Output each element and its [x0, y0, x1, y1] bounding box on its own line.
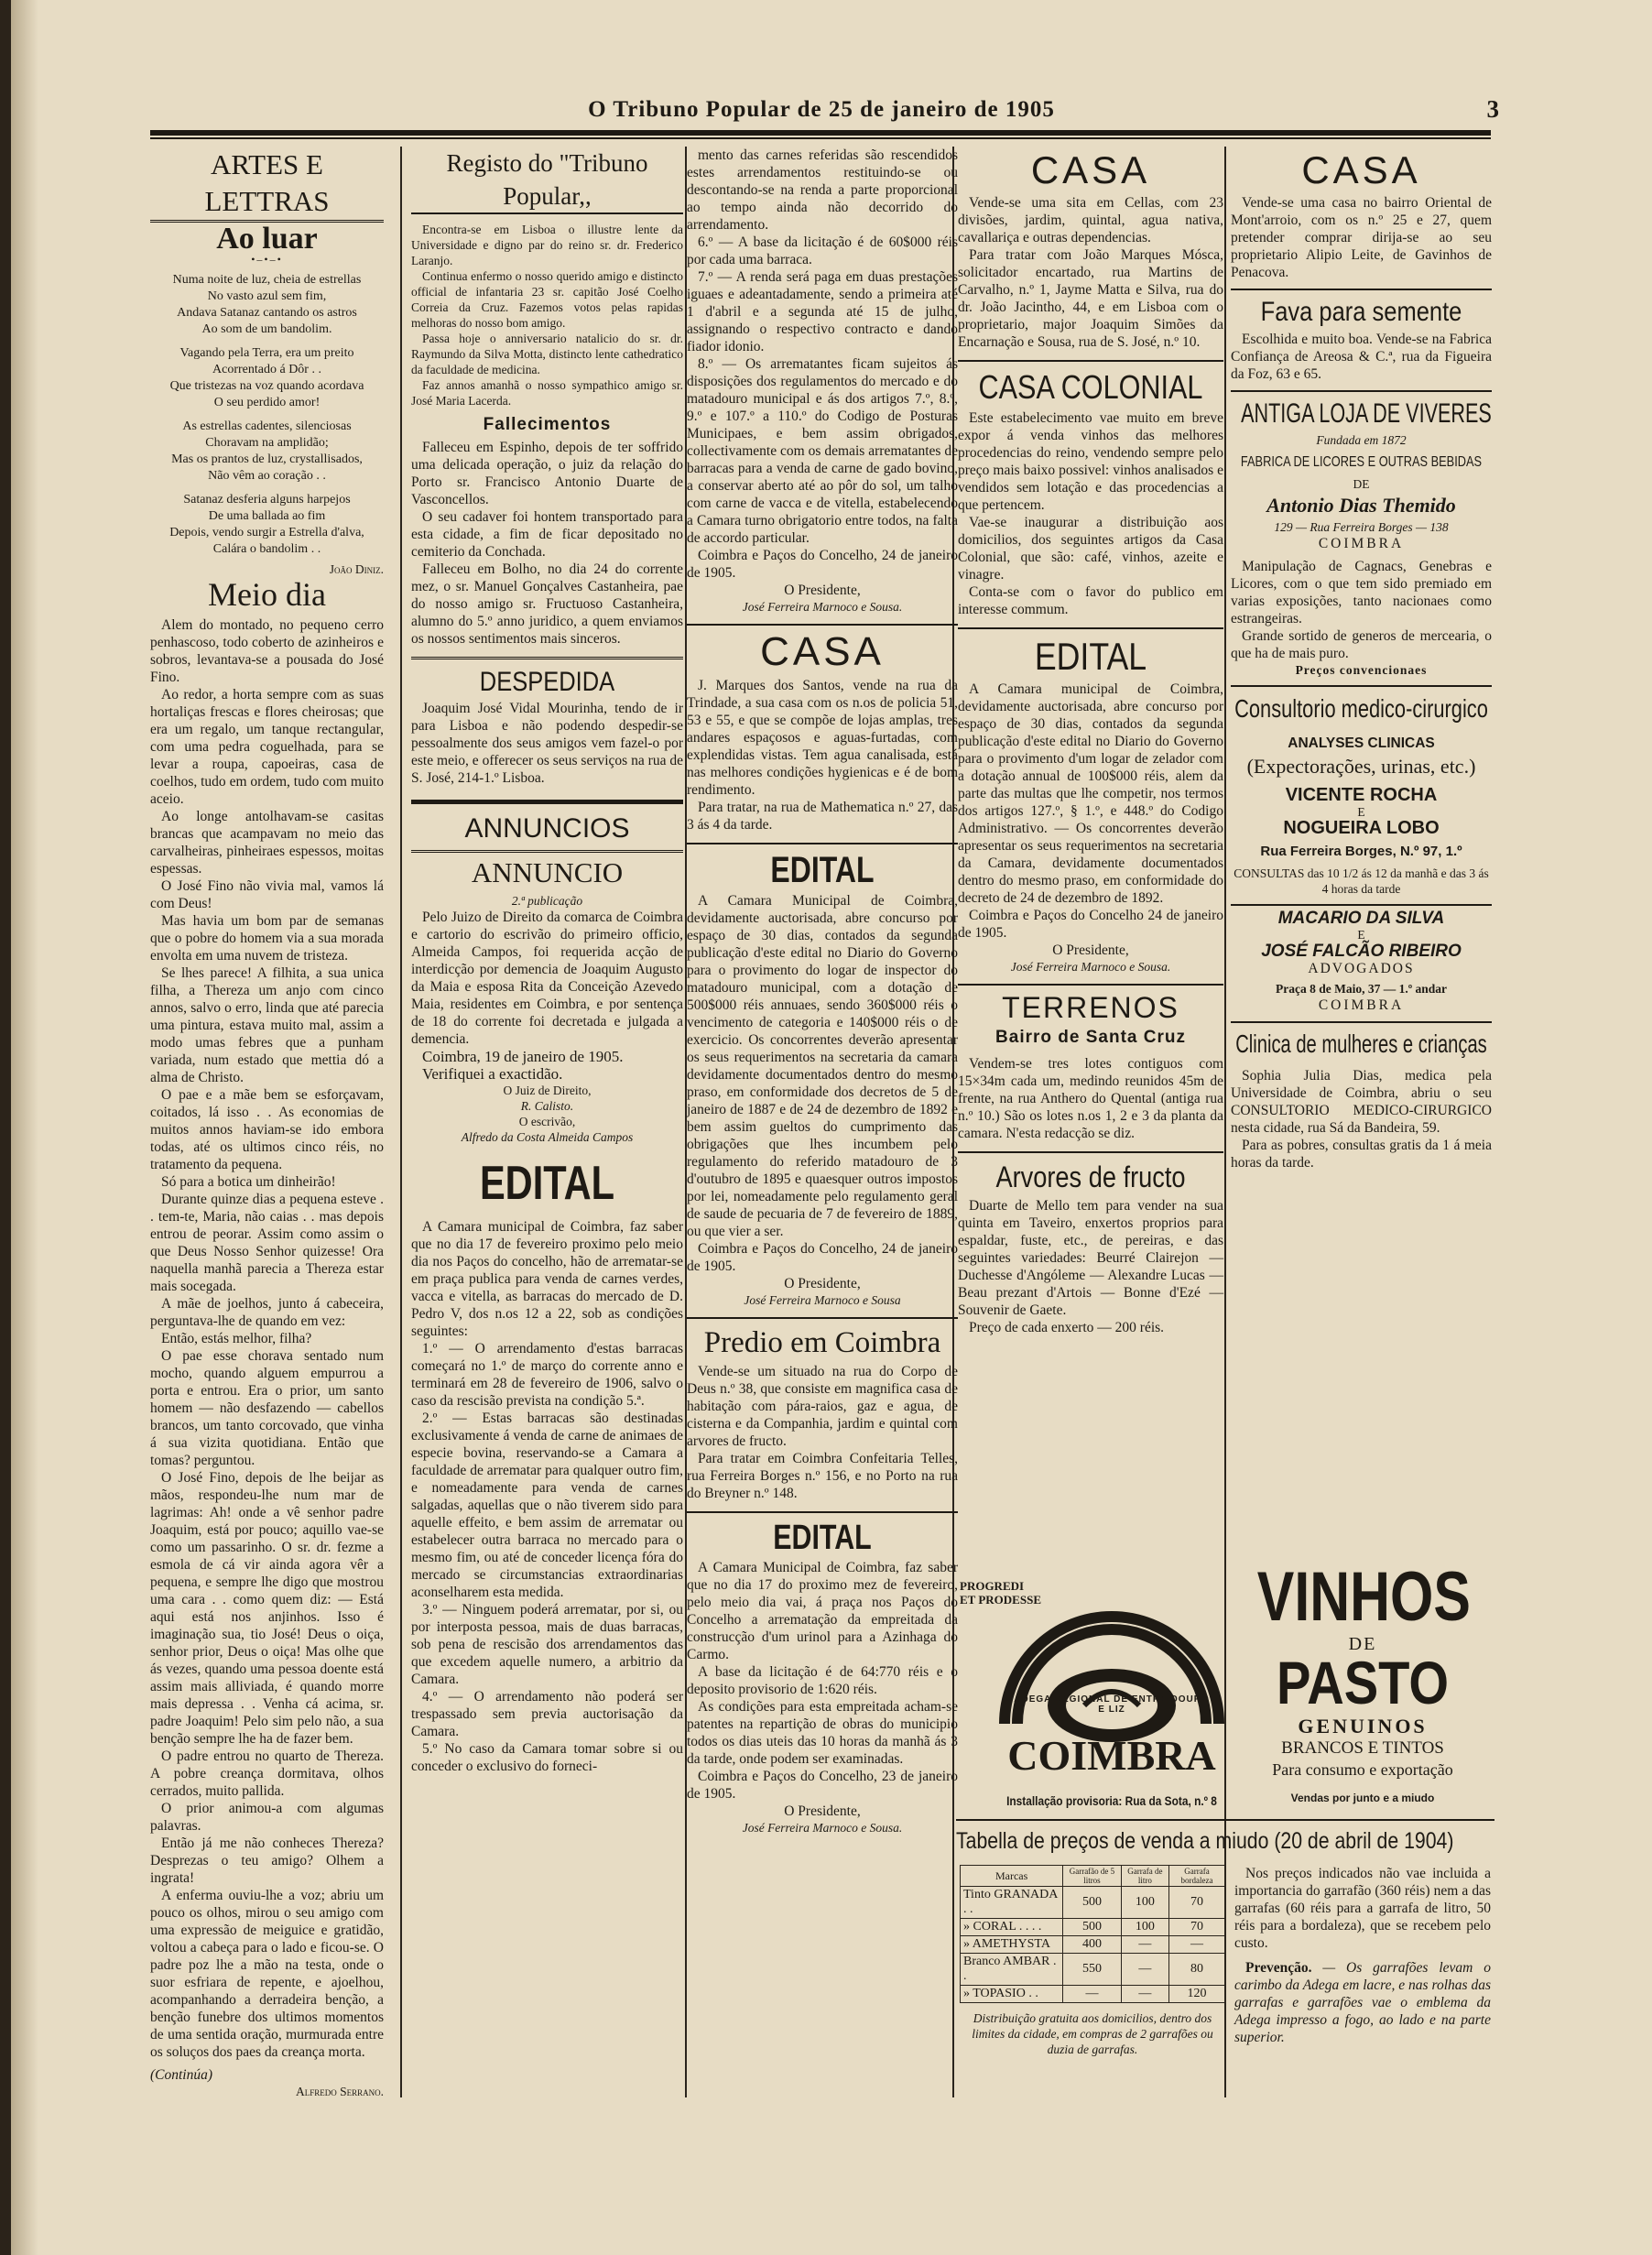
story-paragraph: Durante quinze dias a pequena esteve . . tem-te, Maria, não caias . . mas depois entrou de peorar. Assim como assim o que Deus Nosso Senhor quizesse! Ora naquella manhã parecia a Thereza estar mais socegada.: [150, 1192, 384, 1294]
escrivao-name: Alfredo da Costa Almeida Campos: [461, 1130, 634, 1144]
price-table-wrap: [960, 1865, 1225, 2057]
story-author: Alfredo Serrano.: [295, 2085, 384, 2098]
newspaper-page: [11, 0, 1652, 2255]
edital-paragraph: A base da licitação é de 64:770 réis e o deposito provisorio de 1:620 réis.: [687, 1664, 958, 1697]
vinhos-vendas: Vendas por junto e a miudo: [1290, 1792, 1435, 1804]
table-header: Marcas: [961, 1866, 1063, 1887]
adega-city: COIMBRA: [1007, 1732, 1216, 1779]
story-paragraph: A mãe de joelhos, junto á cabeceira, perguntava-lhe de quando em vez:: [150, 1296, 384, 1329]
annuncio-body: Pelo Juizo de Direito da comarca de Coimbra e cartorio do escrivão do primeiro officio, Almeida Campos, foi requerida acção de interdicção por demencia de Joaquim Augusto da Maia e esposa Rita da Conceição Azevedo Maia, residentes em Coimbra, e por sentença de 18 do corrente foi decretada e julgada a demencia.: [411, 910, 683, 1047]
table-cell: Branco AMBAR . .: [961, 1954, 1063, 1986]
table-cell: » CORAL . . . .: [961, 1919, 1063, 1936]
table-cell: 550: [1063, 1954, 1121, 1986]
table-row: [961, 1986, 1225, 2003]
consultorio-hours: CONSULTAS das 10 1/2 ás 12 da manhã e das 3 ás 4 horas da tarde: [1234, 866, 1489, 896]
edital-urinol-date: Coimbra e Paços do Concelho, 23 de janeiro de 1905.: [687, 1769, 958, 1802]
vinhos-title: VINHOS: [1256, 1558, 1471, 1636]
tabela-title: Tabella de preços de venda a miudo (20 de abril de 1904): [956, 1828, 1454, 1854]
edital-paragraph: 3.º — Ninguem poderá arrematar, por si, ou por interposta pessoa, mais de duas barracas, sob pena de rescisão dos arrendamentos das que excedem aquelle numero, a arbitrio da Camara.: [411, 1602, 683, 1687]
edital-inspector-date: Coimbra e Paços do Concelho, 24 de janeiro de 1905.: [687, 1241, 958, 1274]
table-cell: 400: [1063, 1936, 1121, 1954]
advogados-address: Praça 8 de Maio, 37 — 1.º andar: [1275, 982, 1448, 996]
distribuicao-note: Distribuição gratuita aos domicilios, dentro dos limites da cidade, em compras de 2 garrafões ou duzia de garrafas.: [972, 2011, 1213, 2056]
edital-inspector-title: EDITAL: [770, 850, 875, 890]
poem-line: De uma ballada ao fim: [208, 509, 326, 523]
poem-line: Mas os prantos de luz, crystallisados,: [171, 452, 363, 466]
story-paragraph: Mas havia um bom par de semanas que o pobre do homem via a sua morada envolta em uma nuvem de tristeza.: [150, 913, 384, 964]
consultorio-doctor-2: NOGUEIRA LOBO: [1283, 818, 1440, 838]
colonial-paragraph: Este estabelecimento vae muito em breve expor á venda vinhos das melhores procedencias do reino, vendendo sempre pelo preço mais baixo possivel: vinhos analisados e vendidos sem lotação e das procedencias a que pertencem.: [958, 410, 1223, 513]
pasto-title: PASTO: [1276, 1649, 1450, 1716]
poem-line: Calára o bandolim . .: [212, 542, 321, 556]
page-gutter-shadow: [11, 0, 38, 2255]
clinica-pobres: Para as pobres, consultas gratis da 1 á meia horas da tarde.: [1231, 1138, 1492, 1171]
story-paragraph: A enferma ouviu-lhe a voz; abriu um pouco os olhos, mirou o seu amigo com uma expressão de meiguice e gratidão, voltou a cabeça para o lado e ficou-se. O padre poz lhe a mão na testa, onde o suor esfriara de repente, e ajoelhou, acompanhando a derradeira benção, a benção funebre dos ultimos momentos de uma sentida oração, murmurada entre os soluços dos paes da creança morta.: [150, 1888, 384, 2060]
advogado-1: MACARIO DA SILVA: [1277, 909, 1445, 928]
clinica-body: Sophia Julia Dias, medica pela Universidade de Coimbra, abriu o seu CONSULTORIO MEDICO-CIRURGICO nesta cidade, rua Sá da Bandeira, 59.: [1231, 1068, 1492, 1136]
fallecimentos-body: [411, 439, 683, 648]
vinhos-de: DE: [1348, 1634, 1377, 1654]
table-cell: 100: [1121, 1919, 1168, 1936]
poem-line: Vagando pela Terra, era um preito: [179, 346, 354, 360]
loja-body: [1231, 558, 1492, 662]
advogados-and: E: [1357, 928, 1365, 942]
advogados-label: ADVOGADOS: [1308, 961, 1415, 976]
edital-paragraph: As condições para esta empreitada acham-se patentes na repartição de obras do municipio todos os dias uteis das 10 horas da manhã ás 3 da tarde, onde podem ser examinadas.: [687, 1699, 958, 1767]
loja-founded: Fundada em 1872: [1316, 433, 1407, 447]
fallecimento-item: Falleceu em Bolho, no dia 24 do corrente mez, o sr. Manuel Gonçalves Castanheira, pae do nosso amigo sr. Fructuoso Castanheira, alumno do 5.º anno juridico, a quem enviamos os nossos sentimentos mais sinceros.: [411, 561, 683, 647]
predio-body: [687, 1363, 958, 1502]
column-rule: [400, 147, 402, 2097]
edital-zelador-signature: José Ferreira Marnoco e Sousa.: [1010, 960, 1171, 974]
table-cell: 100: [1121, 1887, 1168, 1919]
story-paragraph: Se lhes parece! A filhita, a sua unica filha, a Thereza um anjo com cinco annos, salvo o erro, linda que até parecia uma pintura, estava muito mal, assim a modo umas febres que a punham variada, num estado que mettia dó a alma de Christo.: [150, 965, 384, 1085]
poem-line: Ao som de um bandolim.: [201, 322, 332, 336]
advogados-city: COIMBRA: [1318, 997, 1405, 1013]
casa-cellas-title: CASA: [1030, 148, 1151, 191]
loja-de: DE: [1353, 477, 1370, 491]
edital-paragraph: 4.º — O arrendamento não poderá ser trespassado sem previa auctorisação da Camara.: [411, 1689, 683, 1739]
story-body: [150, 616, 384, 2061]
predio-title: Predio em Coimbra: [703, 1326, 941, 1359]
poem-line: Que tristezas na voz quando acordava: [169, 379, 364, 393]
edital-paragraph: 2.º — Estas barracas são destinadas exclusivamente á venda de carne de animaes de especie bovina, reservando-se a Camara a faculdade de arrematar para qualquer outro fim, e nomeadamente para venda de carnes salgadas, aquellas que o não tiverem sido para aquelle effeito, e bem assim de arrematar ou estabelecer outra barraca no mercado para o mesmo fim, ou até de conceder licença fóra do mercado se circumstancias extraordinarias aconselharem esta medida.: [411, 1411, 683, 1600]
consultorio-address: Rua Ferreira Borges, N.º 97, 1.º: [1260, 844, 1462, 859]
edital-zelador-body: A Camara municipal de Coimbra, devidamente auctorisada, abre concurso por espaço de 30 dias, contados da segunda publicação d'este edital no Diario do Governo para o provimento d'um logar de zelador com a dotação annual de 100$000 réis, alem da parte das multas que lhe competir, nos termos dos artigos 127.º, § 1.º, e 448.º do Codigo Administrativo. — Os concorrentes deverão apresentar os seus requerimentos na secretaria da Camara, devidamente documentados dentro do mesmo praso, em conformidade do decreto de 24 de dezembro de 1892.: [958, 681, 1223, 906]
story-paragraph: O José Fino, depois de lhe beijar as mãos, respondeu-lhe num mar de lagrimas: Ah! onde a vê senhor padre Joaquim, está por pouco; aquillo vae-se como um passarinho. O sr. dr. fezme a esmola de cá vir ainda agora vêr a pequena, e sempre lhe digo que mostrou uma cara . . como quem diz: — Está aqui está nos anjinhos. Isso é imaginação sua, tio José! Deus o oiça, senhor prior, Deus o oiça! Mas olhe que ás vezes, quando uma pessoa doente está assim mais alliviada, é quando morre mais depressa . . Venha cá acima, sr. padre Joaquim! Pelo sim pelo não, a sua benção sempre lhe ha de fazer bem.: [150, 1470, 384, 1747]
annuncio-title: ANNUNCIO: [471, 856, 624, 888]
edital-inspector-body: A Camara Municipal de Coimbra, devidamente auctorisada, abre concurso por espaço de 30 dias, contados da segunda publicação d'este edital no Diario do Governo para o provimento do logar de inspector do matadouro municipal, com a dotação de 500$000 réis annuaes, sendo 360$000 réis o vencimento de categoria e 140$000 réis o de exercicio. Os concorrentes deverão apresentar os seus requerimentos na secretaria da camara devidamente documentados dentro do mesmo praso, em conformidade dos decretos de 5 de janeiro de 1887 e de 24 de dezembro de 1892 e bem assim gueltos do cumprimento das obrigações que lhes incumbem pelo regulamento do referido matadouro de 3 d'outubro de 1895 e quaesquer outros impostos por lei, nomeadamente pelo regulamento geral de saude de pecuaria de 7 de fevereiro de 1889, ou que vier a ser.: [687, 893, 958, 1239]
header-rule: [150, 130, 1491, 136]
edital-cont-date: Coimbra e Paços do Concelho, 24 de janeiro de 1905.: [687, 548, 958, 581]
story-paragraph: O pae e a mãe bem se esforçavam, coitados, lá isso . . As economias de muitos annos haviam-se ido embora todas, até os ultimos cinco réis, no tratamento da pequena.: [150, 1087, 384, 1172]
section-title: ARTES E LETTRAS: [150, 147, 384, 223]
adega-notes: [1234, 1865, 1491, 2046]
despedida-title: DESPEDIDA: [479, 667, 615, 697]
story-paragraph: O José Fino não vivia mal, vamos lá com Deus!: [150, 878, 384, 911]
colonial-paragraph: Vae-se inaugurar a distribuição aos domicilios, dos seguintes artigos da Casa Colonial, que são: café, vinhos, azeite e vinagre.: [958, 515, 1223, 583]
registo-item: Continua enfermo o nosso querido amigo e distincto official de infantaria 23 sr. capitão José Coelho Correia da Cruz. Fazemos votos pelas rapidas melhoras do nosso bom amigo.: [411, 269, 683, 330]
table-cell: 500: [1063, 1919, 1121, 1936]
consultorio-types: (Expectorações, urinas, etc.): [1246, 755, 1476, 778]
story-paragraph: Ao longe antolhavam-se casitas brancas que acampavam no meio das carvalheiras, pinheiraes espessos, moitas espessas.: [150, 809, 384, 877]
casa-colonial-title: CASA COLONIAL: [978, 368, 1203, 406]
table-cell: Tinto GRANADA . .: [961, 1887, 1063, 1919]
arvores-body: [958, 1197, 1223, 1336]
poem-line: O seu perdido amor!: [213, 396, 321, 409]
table-cell: —: [1121, 1954, 1168, 1986]
table-row: [961, 1954, 1225, 1986]
edital-urinol-presidente: O Presidente,: [784, 1803, 861, 1819]
edital-paragraph: 5.º No caso da Camara tomar sobre si ou conceder o exclusivo do forneci-: [411, 1741, 683, 1774]
vinhos-consumo: Para consumo e exportação: [1272, 1760, 1453, 1779]
edital-title: EDITAL: [479, 1157, 615, 1210]
table-cell: 120: [1169, 1986, 1225, 2003]
edital-paragraph: 7.º — A renda será paga em duas prestações iguaes e adeantadamente, sendo a primeira até 1 d'abril e a segunda até 15 de julho, assignando o respectivo contracto e dando fiador idonio.: [687, 269, 958, 354]
consultorio-doctor-1: VICENTE ROCHA: [1285, 785, 1438, 805]
annuncios-title: ANNUNCIOS: [411, 808, 683, 853]
annuncio-publication: 2.ª publicação: [511, 894, 583, 908]
edital-paragraph: A Camara Municipal de Coimbra, faz saber que no dia 17 do proximo mez de fevereiro, pelo meio dia vai, á praça nos Paços do Concelho a arrematação da empreitada da construcção d'um urinol para a Azinhaga do Carmo.: [687, 1560, 958, 1662]
page-number: 3: [1486, 95, 1499, 123]
story-paragraph: Ao redor, a horta sempre com as suas hortaliças frescas e flores cheirosas; que era um regalo, um tanque rectangular, com uma pedra coguelhada, para se levar a roupa, capoeiras, casa de coelhos, tudo em ordem, tudo com muito aceio.: [150, 687, 384, 807]
clinica-title: Clinica de mulheres e crianças: [1235, 1029, 1487, 1058]
edital-urinol-title: EDITAL: [773, 1519, 872, 1557]
arvores-paragraph: Duarte de Mello tem para vender na sua quinta em Taveiro, enxertos proprios para espaldar, fuste, etc., de pereiras, e das seguintes variedades: Beurré Clairejon — Duchesse d'Angóleme — Alexandre Lucas — Beau prezant d'Artois — Bonne d'Ezé — Souvenir de Gaete.: [958, 1198, 1223, 1318]
loja-title: ANTIGA LOJA DE VIVERES: [1241, 398, 1492, 429]
loja-paragraph: Grande sortido de generos de mercearia, o que ha de mais puro.: [1231, 628, 1492, 661]
column-editais: [687, 147, 958, 2088]
loja-owner: Antonio Dias Themido: [1266, 494, 1456, 517]
precos-nota: Nos preços indicados não vae incluida a importancia do garrafão (360 réis) nem a das garrafas (60 réis para a garrafa de litro, 50 réis para a bordaleza), que se recebem pelo custo.: [1234, 1866, 1491, 1951]
escrivao-label: O escrivão,: [518, 1115, 576, 1128]
table-header: Garrafa de litro: [1121, 1866, 1168, 1887]
consultorio-analyses: ANALYSES CLINICAS: [1288, 735, 1435, 751]
poem-line: No vasto azul sem fim,: [207, 289, 327, 303]
table-cell: » TOPASIO . .: [961, 1986, 1063, 2003]
column-classificados: [1231, 147, 1492, 1557]
poem-line: Andava Satanaz cantando os astros: [177, 306, 357, 320]
table-row: [961, 1936, 1225, 1954]
edital-cont-signature: José Ferreira Marnoco e Sousa.: [742, 600, 903, 614]
table-row: [961, 1919, 1225, 1936]
table-header: Garrafa bordaleza: [1169, 1866, 1225, 1887]
edital-paragraph: A Camara municipal de Coimbra, faz saber que no dia 17 de fevereiro proximo pelo meio dia nos Paços do concelho, hão de arrematar-se em praça publica para venda de carnes verdes, vacca e vitella, as barracas do mercado de D. Pedro V, dos n.os 12 a 22, sob as condições seguintes:: [411, 1219, 683, 1339]
casa-cellas-body: [958, 194, 1223, 351]
registo-title: Registo do "Tribuno Popular,,: [411, 147, 683, 214]
predio-paragraph: Para tratar em Coimbra Confeitaria Telles, rua Ferreira Borges n.º 156, e no Porto na rua do Breyner n.º 148.: [687, 1451, 958, 1501]
table-cell: 80: [1169, 1954, 1225, 1986]
poem-line: Numa noite de luz, cheia de estrellas: [172, 273, 362, 287]
fava-title: Fava para semente: [1260, 297, 1462, 327]
poem-line: Acorrentado á Dôr . .: [212, 363, 321, 376]
casa-montarroio-title: CASA: [1301, 148, 1421, 191]
table-cell: —: [1121, 1936, 1168, 1954]
casa-colonial-body: [958, 409, 1223, 618]
consultorio-and: E: [1357, 805, 1365, 819]
poem-line: [150, 485, 384, 492]
poem-line: As estrellas cadentes, silenciosas: [182, 419, 352, 433]
registo-item: Encontra-se em Lisboa o illustre lente da Universidade e digno par do reino sr. dr. Frederico Laranjo.: [411, 223, 683, 267]
loja-city: COIMBRA: [1318, 536, 1405, 551]
adega-advertisement: [956, 1557, 1494, 2088]
prevencao-text: — Os garrafões levam o carimbo da Adega em lacre, e nas rolhas das garrafas e garrafões vae o emblema da Adega impresso a fogo, ao lado e na parte superior.: [1234, 1960, 1491, 2045]
loja-precos: Preços convencionaes: [1295, 663, 1428, 677]
column-artes-e-lettras: ARTES E LETTRAS Ao luar •–•–• Numa noite de luz, cheia de estrellas No vasto azul sem fim, Andava Satanaz cantando os astros Ao som de um bandolim. Vagando pela Terra, era um preito Acorrentado á Dôr . . Que tristezas na voz quando acordava O seu perdido amor! As estrellas cadentes, silenciosas Choravam na amplidão; Mas os prantos de luz, crystallisados, Não vêm ao coração . . Satanaz desferia alguns harpejos De uma ballada ao fim Depois, vendo surgir a Estrella d'alva, Calára o bandolim . . João Diniz. Meio dia Alem do montado, no pequeno cerro penhascoso, todo coberto de azinheiros e sobros, levantava-se a pousada do José Fino. Ao redor, a horta sempre com as suas hortaliças frescas e flores cheirosas; que era um regalo, um tanque rectangular, com uma pedra coguelhada, para se levar a roupa, capoeiras, casa de coelhos, tudo em ordem, tudo com muito aceio. Ao longe antolhavam-se casitas brancas que acampavam no meio das carvalheiras, pinheiraes espessos, moitas espessas. O José Fino não vivia mal, vamos lá com Deus! Mas havia um bom par de semanas que o pobre do homem via a sua morada envolta em uma nuvem de tristeza. Se lhes parece! A filhita, a sua unica filha, a Thereza um anjo com cinco annos, salvo o erro, linda que até parecia uma pintura, estava muito mal, assim a modo umas febres que a punham variada, num estado que mettia dó a alma de Christo. O pae e a mãe bem se esforçavam, coitados, lá isso . . As economias de muitos annos haviam-se ido embora todas, até os ultimos cinco réis, no tratamento da pequena. Só para a botica um dinheirão! Durante quinze dias a pequena esteve . . tem-te, Maria, não caias . . mas depois entrou de peorar. Assim como assim o que Deus Nosso Senhor quizesse! Ora naquella manhã parecia a Thereza estar mais socegada. A mãe de joelhos, junto á cabeceira, perguntava-lhe de quando em vez: Então, estás melhor, filha? O pae esse chorava sentado num mocho, quando alguem empurrou a porta e entrou. Era o prior, um santo homem — não desfazendo — cabellos brancos, um tanto corcovado, que vinha á sua vizita quotidiana. Então que tomas? perguntou. O José Fino, depois de lhe beijar as mãos, respondeu-lhe num mar de lagrimas: Ah! onde a vê senhor padre Joaquim, está por pouco; aquillo vae-se como um passarinho. O sr. dr. fezme a esmola de cá vir ainda agora vêr a pequena, e sempre lhe digo que mostrou uma cara . . como quem diz: — Está aqui está nos anjinhos. Isso é imaginação sua, tio José! Deus o oiça, senhor prior, Deus o oiça! Mas olhe que ás vezes, quando uma pessoa doente está assim mais alliviada, é quando morre mais depressa . . Venha cá acima, sr. padre Joaquim! Pelo sim pelo não, a sua benção sempre lhe ha de fazer bem. O padre entrou no quarto de Thereza. A pobre creança dormitava, olhos cerrados, muito pallida. O prior animou-a com algumas palavras. Então já me não conheces Thereza? Desprezas o teu amigo? Olhem a ingrata! A enferma ouviu-lhe a voz; abriu um pouco os olhos, mirou o seu amigo com uma expressão de meiguice e gratidão, voltou a cabeça para o lado e ficou-se. O padre poz lhe a mão na testa, onde o suor esfriara de repente, e ajoelhou, acompanhando a derradeira benção, a benção funebre dos ultimos momentos de uma sentida oração, murmurada entre os soluços dos paes da creança morta. (Continúa) Alfredo Serrano.: [150, 148, 384, 2098]
edital-paragraph: 8.º — Os arrematantes ficam sujeitos ás disposições dos regulamentos do mercado e do matadouro municipal e ás dos artigos 7.º, 8.º, 9.º e 107.º a 110.º do Codigo de Posturas Municipaes, e bem assim obrigados, collectivamente com os demais arrematantes de barracas para a venda de carne de gado bovino, a conservar aberto até ao pôr do sol, um talho com carne de vacca e de vitella, estabelecendo a Camara turno obrigatorio entre todos, na falta de accordo particular.: [687, 356, 958, 546]
casa-paragraph: J. Marques dos Santos, vende na rua da Trindade, a sua casa com os n.os de policia 51, 53 e 55, e que se compõe de lojas amplas, tres andares espaçosos e aguas-furtadas, com explendidas vistas. Tem agua canalisada, está nas melhores condições hygienicas e é de bom rendimento.: [687, 678, 958, 798]
casa-montarroio-body: Vende-se uma casa no bairro Oriental de Mont'arroio, com os n.º 25 e 27, quem pretender comprar dirija-se ao seu proprietario Alipio Leite, de Gavinhos de Penacova.: [1231, 195, 1492, 280]
story-paragraph: O prior animou-a com algumas palavras.: [150, 1801, 384, 1834]
annuncio-verif: Verifiquei a exactidão.: [422, 1065, 563, 1083]
story-title: Meio dia: [208, 576, 326, 613]
story-paragraph: O pae esse chorava sentado num mocho, quando alguem empurrou a porta e entrou. Era o prior, um santo homem — não desfazendo — cabellos brancos, um tanto corcovado, que vinha á sua vizita quotidiana. Então que tomas? perguntou.: [150, 1348, 384, 1468]
predio-paragraph: Vende-se um situado na rua do Corpo de Deus n.º 38, que consiste em magnifica casa de habitação com pára-raios, gaz e agua, de cisterna e da Companhia, jardim e quintal com arvores de fructo.: [687, 1364, 958, 1449]
edital-paragraph: 1.º — O arrendamento d'estas barracas começará no 1.º de março do corrente anno e terminará em 28 de fevereiro de 1906, salvo o caso da rescisão prevista na condição 5.ª.: [411, 1341, 683, 1409]
adega-ring-text: ADEGA REGIONAL DE ENTRE DOURO E LIZ: [1014, 1694, 1210, 1715]
poem-author: João Diniz.: [329, 562, 384, 576]
column-casa-colonial: [958, 147, 1223, 1557]
page-header: [144, 93, 1499, 130]
despedida-body: Joaquim José Vidal Mourinha, tendo de ir para Lisboa e não podendo despedir-se pessoalmente dos seus amigos vem fazel-o por este meio, e offerecer os seus serviços na rua de S. José, 214-1.º Lisboa.: [411, 701, 683, 786]
casa-paragraph: Para tratar com João Marques Mósca, solicitador encartado, rua Martins de Carvalho, n.º 1, Jayme Matta e Silva, rua do dr. João Jacintho, 44, e em Lisboa com o proprietario, major Joaquim Simões da Encarnação e Sousa, rua de S. José, n.º 10.: [958, 247, 1223, 350]
edital-paragraph: 6.º — A base da licitação é de 60$000 réis por cada uma barraca.: [687, 234, 958, 267]
terrenos-subtitle: Bairro de Santa Cruz: [995, 1028, 1186, 1047]
story-paragraph: O padre entrou no quarto de Thereza. A pobre creança dormitava, olhos cerrados, muito pallida.: [150, 1748, 384, 1799]
poem-line: Choravam na amplidão;: [205, 436, 329, 450]
casa-paragraph: Para tratar, na rua de Mathematica n.º 27, das 3 ás 4 da tarde.: [687, 800, 958, 833]
registo-body: [411, 222, 683, 409]
casa-trindade-body: [687, 677, 958, 833]
prevencao: [1234, 1959, 1491, 2046]
table-cell: —: [1169, 1936, 1225, 1954]
terrenos-title: TERRENOS: [1002, 991, 1179, 1024]
story-paragraph: Só para a botica um dinheirão!: [161, 1174, 336, 1190]
poem-body: [150, 272, 384, 558]
casa-trindade-title: CASA: [760, 629, 885, 674]
edital-zelador-date: Coimbra e Paços do Concelho 24 de janeiro de 1905.: [958, 908, 1223, 941]
edital-zelador-presidente: O Presidente,: [1052, 942, 1129, 958]
adega-install: Installação provisoria: Rua da Sota, n.º 8: [1006, 1793, 1217, 1808]
juiz-name: R. Calisto.: [520, 1099, 574, 1113]
poem-line: [150, 338, 384, 345]
juiz-label: O Juiz de Direito,: [503, 1084, 592, 1097]
poem-line: [150, 411, 384, 419]
edital-paragraph: mento das carnes referidas são rescendidos estes arrendamentos restituindo-se ou descontando-se na renda a parte proporcional ao tempo ainda não decorrido do arrendamento.: [687, 147, 958, 233]
casa-paragraph: Vende-se uma sita em Cellas, com 23 divisões, jardim, quintal, agua nativa, cavallariça e outras dependencias.: [958, 195, 1223, 245]
loja-paragraph: Manipulação de Cagnacs, Genebras e Licores, com o que tem sido premiado em varias exposições, tanto nacionaes como estrangeiras.: [1231, 559, 1492, 626]
edital-inspector-signature: José Ferreira Marnoco e Sousa: [744, 1293, 901, 1307]
story-paragraph: Então, estás melhor, filha?: [161, 1331, 312, 1346]
table-cell: —: [1121, 1986, 1168, 2003]
poem-line: Não vêm ao coração . .: [208, 469, 326, 483]
table-cell: » AMETHYSTA: [961, 1936, 1063, 1954]
header-rule-thin: [150, 137, 1491, 139]
vinhos-brancos-tintos: BRANCOS E TINTOS: [1281, 1738, 1444, 1758]
story-paragraph: Alem do montado, no pequeno cerro penhascoso, todo coberto de azinheiros e sobros, levantava-se a pousada do José Fino.: [150, 617, 384, 685]
loja-address: 129 — Rua Ferreira Borges — 138: [1274, 520, 1449, 534]
table-header: Garrafão de 5 litros: [1063, 1866, 1121, 1887]
terrenos-body: Vendem-se tres lotes contiguos com 15×34m cada um, medindo reunidos 45m de frente, na rua Anthero do Quental (antiga rua n.º 10.) São os lotes n.os 1, 2 e 3 da planta da camara. N'esta redacção se diz.: [958, 1056, 1223, 1141]
story-paragraph: Então já me não conheces Thereza? Desprezas o teu amigo? Olhem a ingrata!: [150, 1836, 384, 1886]
header-title: O Tribuno Popular de 25 de janeiro de 1905: [588, 97, 1055, 122]
advogado-2: JOSÉ FALCÃO RIBEIRO: [1261, 942, 1462, 961]
fava-body: Escolhida e muito boa. Vende-se na Fabrica Confiança de Areosa & C.ª, rua da Figueira da Foz, 63 e 65.: [1231, 332, 1492, 382]
loja-fabrica: FABRICA DE LICORES E OUTRAS BEBIDAS: [1240, 454, 1483, 470]
fallecimentos-title: Fallecimentos: [483, 415, 612, 434]
adega-motto: PROGREDI ET PRODESSE: [960, 1579, 1041, 1607]
vinhos-genuinos: GENUINOS: [1298, 1715, 1428, 1738]
table-cell: 70: [1169, 1919, 1225, 1936]
registo-item: Faz annos amanhã o nosso sympathico amigo sr. José Maria Lacerda.: [411, 378, 683, 408]
table-cell: 500: [1063, 1887, 1121, 1919]
edital-body: [411, 1218, 683, 1775]
table-row: [961, 1887, 1225, 1919]
edital-continuation: [687, 147, 958, 547]
edital-inspector-presidente: O Presidente,: [784, 1276, 861, 1291]
registo-item: Passa hoje o anniversario natalicio do sr. dr. Raymundo da Silva Motta, distincto lente cathedratico da faculdade de medicina.: [411, 332, 683, 376]
edital-cont-presidente: O Presidente,: [784, 583, 861, 598]
price-table: [960, 1865, 1225, 2003]
edital-urinol-body: [687, 1559, 958, 1768]
arvores-paragraph: Preço de cada enxerto — 200 réis.: [969, 1320, 1165, 1335]
adega-emblem-icon: [993, 1568, 1231, 1742]
table-cell: 70: [1169, 1887, 1225, 1919]
table-cell: —: [1063, 1986, 1121, 2003]
arvores-title: Arvores de fructo: [995, 1160, 1186, 1193]
annuncio-date: Coimbra, 19 de janeiro de 1905.: [422, 1048, 624, 1065]
poem-title: Ao luar: [216, 222, 318, 256]
colonial-paragraph: Conta-se com o favor do publico em interesse commum.: [958, 584, 1223, 617]
consultorio-title: Consultorio medico-cirurgico: [1234, 694, 1488, 723]
poem-line: Satanaz desferia alguns harpejos: [183, 493, 351, 507]
column-registo: [411, 147, 683, 2088]
fallecimento-item: O seu cadaver foi hontem transportado para esta cidade, a fim de ficar depositado no cemiterio da Conchada.: [411, 509, 683, 560]
edital-urinol-signature: José Ferreira Marnoco e Sousa.: [742, 1821, 903, 1835]
edital-zelador-title: EDITAL: [1034, 635, 1147, 678]
poem-line: Depois, vendo surgir a Estrella d'alva,: [169, 526, 364, 539]
prevencao-label: Prevenção.: [1245, 1960, 1312, 1976]
fallecimento-item: Falleceu em Espinho, depois de ter soffrido uma delicada operação, o juiz da relação do Porto sr. Francisco Antonio Duarte de Vasconcellos.: [411, 440, 683, 507]
continua-note: (Continúa): [150, 2067, 213, 2083]
